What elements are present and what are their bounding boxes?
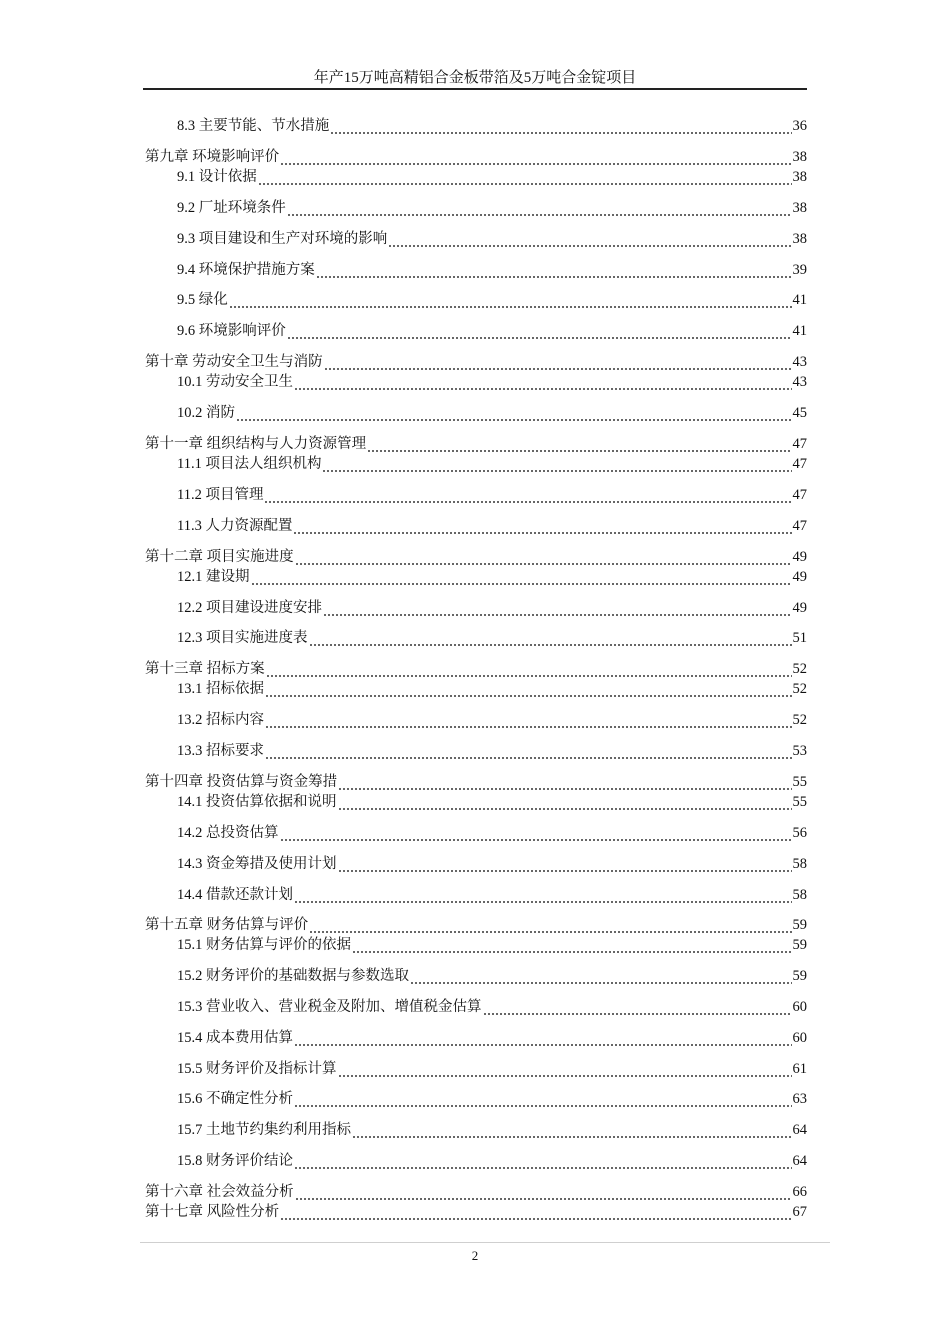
toc-dot-leader [309, 915, 791, 935]
toc-chapter-entry[interactable] [145, 434, 807, 454]
toc-chapter-entry[interactable] [145, 352, 807, 372]
toc-entry-page-number: 58 [792, 856, 807, 872]
toc-section-entry[interactable] [177, 116, 807, 136]
toc-entry-page-number: 61 [792, 1061, 807, 1077]
toc-dot-leader [330, 116, 791, 136]
toc-section-entry[interactable] [177, 372, 807, 392]
toc-section-entry[interactable] [177, 485, 807, 505]
toc-entry-title: 15.6 不确定性分析 [177, 1091, 293, 1107]
toc-dot-leader [236, 403, 792, 423]
toc-dot-leader [280, 1202, 791, 1222]
toc-entry-title: 14.2 总投资估算 [177, 825, 279, 841]
toc-entry-page-number: 47 [792, 456, 807, 472]
toc-dot-leader [229, 290, 792, 310]
toc-entry-title: 15.5 财务评价及指标计算 [177, 1061, 337, 1077]
toc-entry-title: 13.3 招标要求 [177, 743, 264, 759]
toc-section-entry[interactable] [177, 935, 807, 955]
toc-section-entry[interactable] [177, 1028, 807, 1048]
toc-entry-title: 第十三章 招标方案 [145, 661, 265, 677]
toc-dot-leader [323, 598, 792, 618]
toc-section-entry[interactable] [177, 710, 807, 730]
toc-entry-page-number: 67 [792, 1204, 807, 1220]
toc-dot-leader [266, 659, 792, 679]
toc-entry-title: 9.3 项目建设和生产对环境的影响 [177, 231, 388, 247]
toc-section-entry[interactable] [177, 628, 807, 648]
toc-section-entry[interactable] [177, 198, 807, 218]
toc-dot-leader [265, 710, 792, 730]
toc-dot-leader [294, 1028, 792, 1048]
toc-entry-page-number: 43 [792, 374, 807, 390]
toc-entry-title: 8.3 主要节能、节水措施 [177, 118, 330, 134]
toc-section-entry[interactable] [177, 290, 807, 310]
toc-entry-title: 第十五章 财务估算与评价 [145, 917, 309, 933]
toc-section-entry[interactable] [177, 792, 807, 812]
toc-section-entry[interactable] [177, 260, 807, 280]
toc-dot-leader [295, 547, 792, 567]
page-header: 年产15万吨高精铝合金板带箔及5万吨合金锭项目 [143, 66, 807, 90]
toc-chapter-entry[interactable] [145, 772, 807, 792]
toc-dot-leader [265, 679, 792, 699]
toc-entry-title: 9.5 绿化 [177, 292, 228, 308]
toc-entry-page-number: 59 [792, 968, 807, 984]
toc-section-entry[interactable] [177, 1089, 807, 1109]
toc-section-entry[interactable] [177, 167, 807, 187]
toc-entry-title: 12.3 项目实施进度表 [177, 630, 308, 646]
toc-entry-title: 15.8 财务评价结论 [177, 1153, 293, 1169]
toc-entry-title: 第十一章 组织结构与人力资源管理 [145, 436, 367, 452]
page-number: 2 [471, 1248, 479, 1263]
toc-entry-title: 第十二章 项目实施进度 [145, 549, 294, 565]
toc-chapter-entry[interactable] [145, 547, 807, 567]
toc-section-entry[interactable] [177, 854, 807, 874]
toc-dot-leader [265, 741, 792, 761]
toc-section-entry[interactable] [177, 454, 807, 474]
toc-entry-title: 9.2 厂址环境条件 [177, 200, 286, 216]
toc-section-entry[interactable] [177, 966, 807, 986]
toc-entry-title: 14.1 投资估算依据和说明 [177, 794, 337, 810]
toc-entry-page-number: 52 [792, 661, 807, 677]
toc-entry-title: 13.1 招标依据 [177, 681, 264, 697]
toc-dot-leader [294, 1151, 792, 1171]
toc-entry-title: 9.6 环境影响评价 [177, 323, 286, 339]
toc-section-entry[interactable] [177, 997, 807, 1017]
toc-section-entry[interactable] [177, 321, 807, 341]
toc-entry-page-number: 36 [792, 118, 807, 134]
toc-entry-page-number: 60 [792, 999, 807, 1015]
toc-section-entry[interactable] [177, 885, 807, 905]
toc-entry-page-number: 49 [792, 549, 807, 565]
toc-section-entry[interactable] [177, 229, 807, 249]
toc-entry-title: 9.4 环境保护措施方案 [177, 262, 315, 278]
toc-entry-page-number: 47 [792, 436, 807, 452]
toc-chapter-entry[interactable] [145, 147, 807, 167]
toc-entry-title: 12.2 项目建设进度安排 [177, 600, 322, 616]
toc-entry-page-number: 53 [792, 743, 807, 759]
toc-entry-title: 14.4 借款还款计划 [177, 887, 293, 903]
toc-entry-page-number: 43 [792, 354, 807, 370]
toc-section-entry[interactable] [177, 516, 807, 536]
toc-entry-page-number: 47 [792, 487, 807, 503]
toc-entry-page-number: 59 [792, 917, 807, 933]
toc-dot-leader [264, 485, 791, 505]
toc-dot-leader [251, 567, 792, 587]
toc-section-entry[interactable] [177, 598, 807, 618]
toc-entry-page-number: 60 [792, 1030, 807, 1046]
toc-dot-leader [324, 352, 792, 372]
toc-dot-leader [309, 628, 792, 648]
toc-entry-title: 13.2 招标内容 [177, 712, 264, 728]
toc-entry-title: 10.1 劳动安全卫生 [177, 374, 293, 390]
toc-dot-leader [287, 198, 792, 218]
toc-entry-title: 11.3 人力资源配置 [177, 518, 293, 534]
toc-chapter-entry[interactable] [145, 1182, 807, 1202]
toc-entry-title: 14.3 资金筹措及使用计划 [177, 856, 337, 872]
toc-entry-title: 11.1 项目法人组织机构 [177, 456, 322, 472]
toc-entry-page-number: 52 [792, 681, 807, 697]
toc-dot-leader [338, 772, 791, 792]
toc-entry-title: 15.1 财务估算与评价的依据 [177, 937, 351, 953]
toc-dot-leader [338, 1059, 792, 1079]
toc-entry-page-number: 52 [792, 712, 807, 728]
toc-entry-page-number: 41 [792, 323, 807, 339]
toc-entry-page-number: 59 [792, 937, 807, 953]
toc-dot-leader [280, 823, 792, 843]
toc-chapter-entry[interactable] [145, 1202, 807, 1222]
toc-entry-title: 15.4 成本费用估算 [177, 1030, 293, 1046]
toc-section-entry[interactable] [177, 567, 807, 587]
toc-section-entry[interactable] [177, 741, 807, 761]
toc-entry-title: 12.1 建设期 [177, 569, 250, 585]
toc-entry-page-number: 63 [792, 1091, 807, 1107]
toc-dot-leader [293, 516, 791, 536]
toc-entry-page-number: 55 [792, 774, 807, 790]
toc-dot-leader [295, 1182, 792, 1202]
toc-entry-title: 10.2 消防 [177, 405, 235, 421]
toc-chapter-entry[interactable] [145, 915, 807, 935]
toc-entry-title: 15.7 土地节约集约利用指标 [177, 1122, 351, 1138]
toc-dot-leader [294, 372, 792, 392]
toc-dot-leader [316, 260, 792, 280]
toc-section-entry[interactable] [177, 1151, 807, 1171]
toc-entry-page-number: 38 [792, 231, 807, 247]
toc-entry-page-number: 58 [792, 887, 807, 903]
toc-dot-leader [338, 854, 792, 874]
toc-entry-page-number: 39 [792, 262, 807, 278]
toc-dot-leader [352, 1120, 792, 1140]
toc-dot-leader [388, 229, 791, 249]
toc-dot-leader [352, 935, 792, 955]
toc-section-entry[interactable] [177, 1059, 807, 1079]
toc-section-entry[interactable] [177, 403, 807, 423]
toc-entry-page-number: 66 [792, 1184, 807, 1200]
toc-dot-leader [367, 434, 791, 454]
toc-dot-leader [294, 1089, 792, 1109]
toc-dot-leader [483, 997, 792, 1017]
toc-entry-page-number: 38 [792, 149, 807, 165]
toc-entry-page-number: 64 [792, 1122, 807, 1138]
toc-entry-page-number: 38 [792, 169, 807, 185]
toc-entry-title: 15.2 财务评价的基础数据与参数选取 [177, 968, 409, 984]
footer-divider [140, 1242, 830, 1243]
toc-section-entry[interactable] [177, 679, 807, 699]
toc-entry-title: 第十章 劳动安全卫生与消防 [145, 354, 323, 370]
toc-entry-page-number: 41 [792, 292, 807, 308]
toc-entry-page-number: 45 [792, 405, 807, 421]
toc-entry-page-number: 47 [792, 518, 807, 534]
toc-entry-page-number: 49 [792, 569, 807, 585]
toc-dot-leader [294, 885, 792, 905]
toc-entry-title: 第十七章 风险性分析 [145, 1204, 280, 1220]
toc-entry-page-number: 55 [792, 794, 807, 810]
toc-entry-title: 第十四章 投资估算与资金筹措 [145, 774, 338, 790]
toc-dot-leader [410, 966, 792, 986]
toc-dot-leader [280, 147, 791, 167]
toc-entry-title: 第九章 环境影响评价 [145, 149, 280, 165]
toc-section-entry[interactable] [177, 1120, 807, 1140]
toc-dot-leader [287, 321, 792, 341]
toc-entry-page-number: 56 [792, 825, 807, 841]
toc-entry-page-number: 49 [792, 600, 807, 616]
toc-dot-leader [322, 454, 791, 474]
toc-entry-page-number: 38 [792, 200, 807, 216]
toc-entry-title: 9.1 设计依据 [177, 169, 257, 185]
toc-dot-leader [258, 167, 792, 187]
toc-entry-page-number: 64 [792, 1153, 807, 1169]
toc-entry-title: 11.2 项目管理 [177, 487, 264, 503]
toc-section-entry[interactable] [177, 823, 807, 843]
toc-entry-title: 第十六章 社会效益分析 [145, 1184, 294, 1200]
toc-chapter-entry[interactable] [145, 659, 807, 679]
toc-entry-title: 15.3 营业收入、营业税金及附加、增值税金估算 [177, 999, 482, 1015]
toc-entry-page-number: 51 [792, 630, 807, 646]
toc-dot-leader [338, 792, 792, 812]
